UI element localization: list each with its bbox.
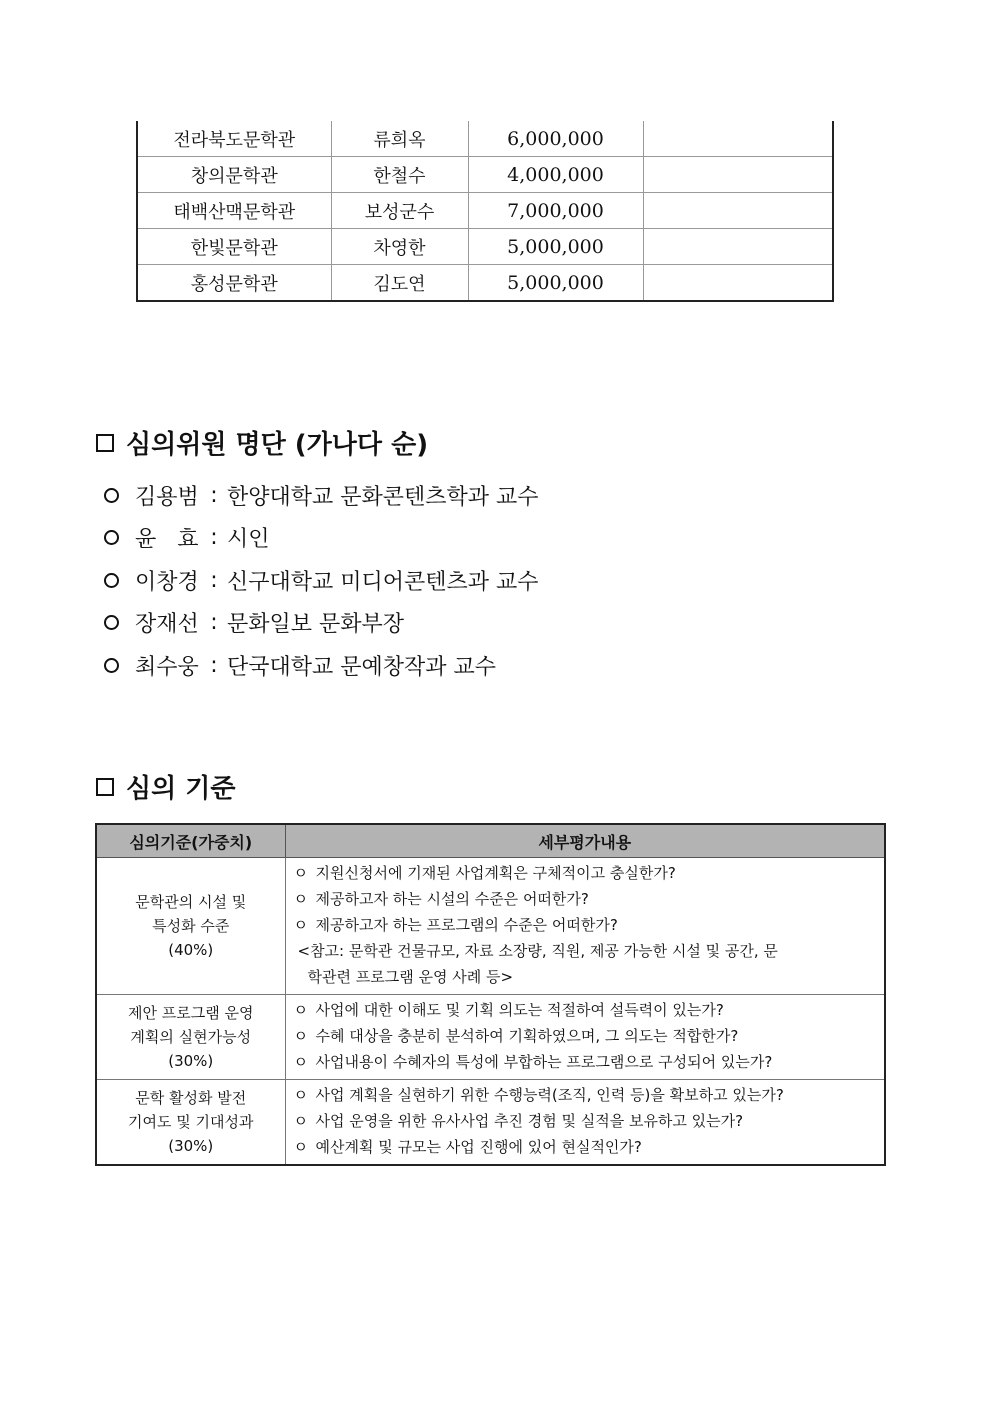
small-circle-bullet-icon: ㅇ — [293, 1053, 308, 1071]
member-description: 한양대학교 문화콘텐츠학과 교수 — [227, 484, 539, 510]
budget-hall-cell: 태백산맥문학관 — [137, 193, 331, 229]
circle-bullet-icon — [104, 573, 119, 588]
criterion-note — [294, 938, 879, 990]
criterion-item — [294, 1082, 879, 1108]
criteria-table — [95, 823, 886, 1166]
small-circle-bullet-icon: ㅇ — [293, 1112, 308, 1130]
criterion-label-line: (30%) — [168, 1137, 214, 1155]
budget-person-cell: 김도연 — [331, 265, 468, 302]
criterion-item — [294, 912, 879, 938]
criterion-item — [294, 860, 879, 886]
member-separator: : — [210, 567, 218, 593]
criteria-header-row — [96, 824, 885, 858]
circle-bullet-icon — [104, 530, 119, 545]
criterion-label-line: (40%) — [168, 941, 214, 959]
budget-amount-cell: 5,000,000 — [468, 229, 643, 265]
budget-amount-cell: 7,000,000 — [468, 193, 643, 229]
circle-bullet-icon — [104, 658, 119, 673]
member-separator: : — [210, 610, 218, 636]
criterion-label-line: (30%) — [168, 1052, 214, 1070]
members-title-text: 심의위원 명단 (가나다 순) — [126, 430, 429, 460]
small-circle-bullet-icon: ㅇ — [293, 1027, 308, 1045]
list-item — [104, 517, 539, 560]
member-description: 문화일보 문화부장 — [227, 612, 405, 638]
member-separator: : — [210, 482, 218, 508]
small-circle-bullet-icon: ㅇ — [293, 916, 308, 934]
members-section-title — [96, 432, 428, 458]
criterion-item — [294, 1108, 879, 1134]
budget-amount-cell: 6,000,000 — [468, 121, 643, 157]
budget-hall-cell: 홍성문학관 — [137, 265, 331, 302]
table-row — [137, 265, 833, 302]
table-row — [137, 229, 833, 265]
budget-person-cell: 류희옥 — [331, 121, 468, 157]
square-bullet-icon — [96, 434, 114, 452]
criteria-header-details: 세부평가내용 — [285, 824, 885, 858]
table-row — [96, 858, 885, 995]
criteria-title-text: 심의 기준 — [126, 774, 236, 804]
list-item — [104, 602, 539, 645]
member-name: 윤 효 — [135, 527, 199, 553]
small-circle-bullet-icon: ㅇ — [293, 864, 308, 882]
criterion-item-text: 사업내용이 수혜자의 특성에 부합하는 프로그램으로 구성되어 있는가? — [315, 1053, 773, 1071]
budget-note-cell — [643, 157, 833, 193]
table-row — [96, 995, 885, 1080]
circle-bullet-icon — [104, 615, 119, 630]
budget-person-cell: 한철수 — [331, 157, 468, 193]
list-item — [104, 474, 539, 517]
criterion-detail-cell — [285, 858, 885, 995]
member-name: 최수웅 — [135, 654, 199, 680]
criterion-label-line: 문학 활성화 발전 — [135, 1089, 247, 1107]
criterion-label-line: 특성화 수준 — [152, 917, 230, 935]
budget-amount-cell: 4,000,000 — [468, 157, 643, 193]
square-bullet-icon — [96, 778, 114, 796]
small-circle-bullet-icon: ㅇ — [293, 1001, 308, 1019]
small-circle-bullet-icon: ㅇ — [293, 890, 308, 908]
budget-person-cell: 차영한 — [331, 229, 468, 265]
members-list — [104, 474, 539, 687]
table-row — [137, 157, 833, 193]
budget-table — [136, 121, 834, 302]
criterion-detail-cell — [285, 1080, 885, 1166]
member-name: 장재선 — [135, 612, 199, 638]
criterion-label-line: 기여도 및 기대성과 — [128, 1113, 254, 1131]
member-description: 단국대학교 문예창작과 교수 — [227, 654, 497, 680]
small-circle-bullet-icon: ㅇ — [293, 1138, 308, 1156]
budget-note-cell — [643, 121, 833, 157]
member-separator: : — [210, 652, 218, 678]
criterion-detail-cell — [285, 995, 885, 1080]
criterion-label-line: 계획의 실현가능성 — [130, 1028, 252, 1046]
criterion-item-text: 제공하고자 하는 시설의 수준은 어떠한가? — [315, 890, 589, 908]
criterion-item-text: 지원신청서에 기재된 사업계획은 구체적이고 충실한가? — [315, 864, 676, 882]
budget-amount-cell: 5,000,000 — [468, 265, 643, 302]
budget-hall-cell: 전라북도문학관 — [137, 121, 331, 157]
criterion-item — [294, 997, 879, 1023]
criterion-item-text: 수혜 대상을 충분히 분석하여 기획하였으며, 그 의도는 적합한가? — [315, 1027, 739, 1045]
budget-note-cell — [643, 193, 833, 229]
criterion-item-text: 예산계획 및 규모는 사업 진행에 있어 현실적인가? — [315, 1138, 642, 1156]
criterion-note-line: <참고: 문학관 건물규모, 자료 소장량, 직원, 제공 가능한 시설 및 공간, 문 — [297, 942, 778, 960]
budget-hall-cell: 창의문학관 — [137, 157, 331, 193]
member-name: 이창경 — [135, 569, 199, 595]
criterion-label-line: 제안 프로그램 운영 — [128, 1004, 254, 1022]
table-row — [137, 121, 833, 157]
list-item — [104, 644, 539, 687]
criterion-item-text: 제공하고자 하는 프로그램의 수준은 어떠한가? — [315, 916, 618, 934]
criterion-item-text: 사업 계획을 실현하기 위한 수행능력(조직, 인력 등)을 확보하고 있는가? — [315, 1086, 784, 1104]
member-separator: : — [210, 525, 218, 551]
criterion-item-text: 사업에 대한 이해도 및 기획 의도는 적절하여 설득력이 있는가? — [315, 1001, 724, 1019]
budget-person-cell: 보성군수 — [331, 193, 468, 229]
table-row — [137, 193, 833, 229]
table-row — [96, 1080, 885, 1166]
criterion-label-cell — [96, 995, 285, 1080]
member-description: 시인 — [227, 527, 270, 553]
budget-note-cell — [643, 229, 833, 265]
budget-hall-cell: 한빛문학관 — [137, 229, 331, 265]
budget-note-cell — [643, 265, 833, 302]
criterion-item — [294, 886, 879, 912]
criteria-section-title — [96, 776, 236, 802]
criteria-header-criterion: 심의기준(가중치) — [96, 824, 285, 858]
criterion-item — [294, 1049, 879, 1075]
criterion-item-text: 사업 운영을 위한 유사사업 추진 경험 및 실적을 보유하고 있는가? — [315, 1112, 744, 1130]
criterion-note-line: 학관련 프로그램 운영 사례 등> — [307, 968, 514, 986]
list-item — [104, 559, 539, 602]
criterion-item — [294, 1023, 879, 1049]
member-name: 김용범 — [135, 484, 199, 510]
criterion-item — [294, 1134, 879, 1160]
small-circle-bullet-icon: ㅇ — [293, 1086, 308, 1104]
member-description: 신구대학교 미디어콘텐츠과 교수 — [227, 569, 539, 595]
criterion-label-cell — [96, 1080, 285, 1166]
criterion-label-cell — [96, 858, 285, 995]
criterion-label-line: 문학관의 시설 및 — [135, 893, 247, 911]
circle-bullet-icon — [104, 488, 119, 503]
